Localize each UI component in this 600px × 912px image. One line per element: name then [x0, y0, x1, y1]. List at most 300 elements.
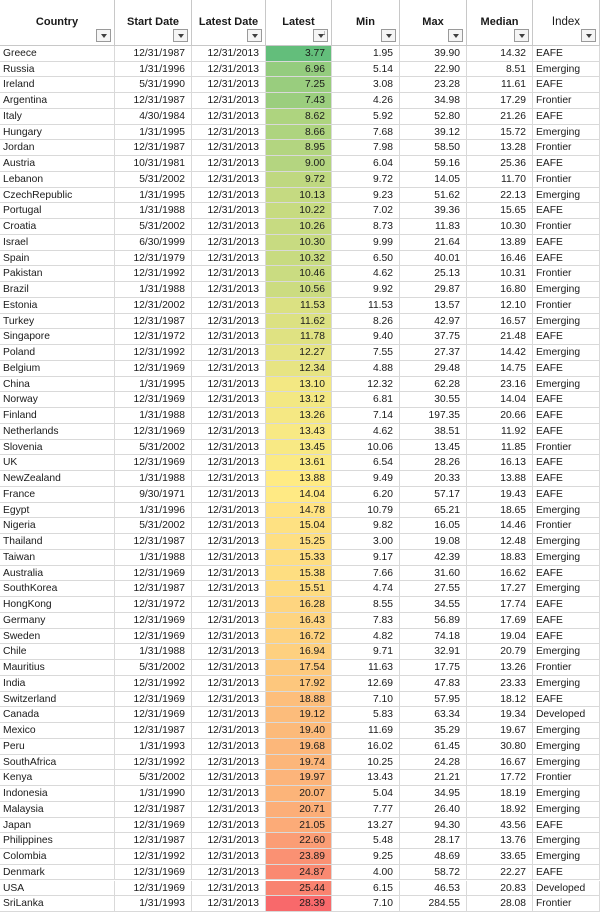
cell-latest[interactable]: 15.51 [266, 581, 332, 597]
cell-country[interactable]: Germany [0, 613, 115, 629]
cell-country[interactable]: Pakistan [0, 266, 115, 282]
cell-country[interactable]: Kenya [0, 770, 115, 786]
cell-max[interactable]: 30.55 [400, 392, 467, 408]
cell-country[interactable]: France [0, 487, 115, 503]
cell-index[interactable]: Frontier [533, 896, 600, 912]
cell-start[interactable]: 1/31/1993 [115, 896, 192, 912]
cell-latest[interactable]: 12.34 [266, 361, 332, 377]
cell-latest[interactable]: 11.53 [266, 298, 332, 314]
cell-median[interactable]: 11.70 [467, 172, 533, 188]
cell-median[interactable]: 21.48 [467, 329, 533, 345]
cell-index[interactable]: Frontier [533, 172, 600, 188]
cell-start[interactable]: 5/31/2002 [115, 518, 192, 534]
cell-max[interactable]: 19.08 [400, 534, 467, 550]
cell-min[interactable]: 7.55 [332, 345, 400, 361]
cell-min[interactable]: 11.63 [332, 660, 400, 676]
cell-start[interactable]: 12/31/1987 [115, 46, 192, 62]
filter-dropdown-index[interactable] [581, 29, 596, 42]
cell-start[interactable]: 1/31/1988 [115, 550, 192, 566]
cell-median[interactable]: 19.04 [467, 629, 533, 645]
cell-max[interactable]: 22.90 [400, 62, 467, 78]
cell-start[interactable]: 12/31/1969 [115, 566, 192, 582]
cell-max[interactable]: 34.95 [400, 786, 467, 802]
cell-start[interactable]: 1/31/1990 [115, 786, 192, 802]
cell-max[interactable]: 56.89 [400, 613, 467, 629]
cell-latest[interactable]: 13.10 [266, 377, 332, 393]
cell-country[interactable]: USA [0, 881, 115, 897]
cell-start[interactable]: 12/31/1969 [115, 629, 192, 645]
cell-latest_date[interactable]: 12/31/2013 [192, 707, 266, 723]
cell-max[interactable]: 27.37 [400, 345, 467, 361]
cell-latest[interactable]: 6.96 [266, 62, 332, 78]
cell-start[interactable]: 12/31/1969 [115, 707, 192, 723]
cell-min[interactable]: 6.81 [332, 392, 400, 408]
cell-max[interactable]: 47.83 [400, 676, 467, 692]
cell-latest_date[interactable]: 12/31/2013 [192, 235, 266, 251]
cell-index[interactable]: Emerging [533, 534, 600, 550]
cell-median[interactable]: 13.28 [467, 140, 533, 156]
cell-country[interactable]: Israel [0, 235, 115, 251]
cell-latest_date[interactable]: 12/31/2013 [192, 692, 266, 708]
cell-median[interactable]: 16.80 [467, 282, 533, 298]
cell-min[interactable]: 4.00 [332, 865, 400, 881]
cell-latest_date[interactable]: 12/31/2013 [192, 739, 266, 755]
cell-max[interactable]: 58.72 [400, 865, 467, 881]
cell-country[interactable]: Finland [0, 408, 115, 424]
cell-max[interactable]: 63.34 [400, 707, 467, 723]
cell-max[interactable]: 21.64 [400, 235, 467, 251]
cell-max[interactable]: 40.01 [400, 251, 467, 267]
cell-latest_date[interactable]: 12/31/2013 [192, 723, 266, 739]
cell-index[interactable]: Emerging [533, 581, 600, 597]
cell-min[interactable]: 7.14 [332, 408, 400, 424]
cell-latest_date[interactable]: 12/31/2013 [192, 440, 266, 456]
cell-start[interactable]: 12/31/2002 [115, 298, 192, 314]
cell-median[interactable]: 16.67 [467, 755, 533, 771]
cell-median[interactable]: 14.32 [467, 46, 533, 62]
cell-min[interactable]: 7.02 [332, 203, 400, 219]
cell-median[interactable]: 13.76 [467, 833, 533, 849]
cell-min[interactable]: 4.82 [332, 629, 400, 645]
cell-index[interactable]: EAFE [533, 865, 600, 881]
cell-country[interactable]: Jordan [0, 140, 115, 156]
cell-median[interactable]: 12.48 [467, 534, 533, 550]
cell-start[interactable]: 12/31/1987 [115, 833, 192, 849]
cell-median[interactable]: 13.88 [467, 471, 533, 487]
cell-latest_date[interactable]: 12/31/2013 [192, 802, 266, 818]
cell-start[interactable]: 12/31/1969 [115, 392, 192, 408]
cell-start[interactable]: 5/31/2002 [115, 172, 192, 188]
cell-latest_date[interactable]: 12/31/2013 [192, 786, 266, 802]
cell-median[interactable]: 17.74 [467, 597, 533, 613]
cell-latest[interactable]: 17.92 [266, 676, 332, 692]
cell-start[interactable]: 1/31/1993 [115, 739, 192, 755]
cell-country[interactable]: SouthAfrica [0, 755, 115, 771]
cell-start[interactable]: 12/31/1969 [115, 455, 192, 471]
cell-min[interactable]: 7.77 [332, 802, 400, 818]
cell-latest[interactable]: 11.62 [266, 314, 332, 330]
cell-start[interactable]: 12/31/1992 [115, 755, 192, 771]
cell-min[interactable]: 5.83 [332, 707, 400, 723]
filter-dropdown-latest[interactable] [313, 29, 328, 42]
cell-median[interactable]: 12.10 [467, 298, 533, 314]
cell-min[interactable]: 9.49 [332, 471, 400, 487]
filter-dropdown-country[interactable] [96, 29, 111, 42]
cell-index[interactable]: Developed [533, 881, 600, 897]
cell-median[interactable]: 25.36 [467, 156, 533, 172]
cell-latest[interactable]: 19.12 [266, 707, 332, 723]
cell-country[interactable]: Peru [0, 739, 115, 755]
cell-latest[interactable]: 13.12 [266, 392, 332, 408]
cell-latest_date[interactable]: 12/31/2013 [192, 471, 266, 487]
cell-latest_date[interactable]: 12/31/2013 [192, 282, 266, 298]
filter-dropdown-latest_date[interactable] [247, 29, 262, 42]
cell-latest_date[interactable]: 12/31/2013 [192, 896, 266, 912]
cell-index[interactable]: Emerging [533, 282, 600, 298]
cell-latest[interactable]: 15.04 [266, 518, 332, 534]
cell-start[interactable]: 1/31/1995 [115, 377, 192, 393]
cell-index[interactable]: EAFE [533, 408, 600, 424]
cell-min[interactable]: 10.25 [332, 755, 400, 771]
cell-index[interactable]: EAFE [533, 597, 600, 613]
cell-max[interactable]: 11.83 [400, 219, 467, 235]
cell-latest_date[interactable]: 12/31/2013 [192, 833, 266, 849]
cell-latest[interactable]: 14.04 [266, 487, 332, 503]
cell-min[interactable]: 4.74 [332, 581, 400, 597]
cell-latest_date[interactable]: 12/31/2013 [192, 566, 266, 582]
cell-start[interactable]: 12/31/1969 [115, 881, 192, 897]
cell-country[interactable]: India [0, 676, 115, 692]
cell-max[interactable]: 27.55 [400, 581, 467, 597]
cell-latest_date[interactable]: 12/31/2013 [192, 424, 266, 440]
cell-country[interactable]: NewZealand [0, 471, 115, 487]
cell-start[interactable]: 1/31/1995 [115, 125, 192, 141]
cell-min[interactable]: 9.40 [332, 329, 400, 345]
cell-country[interactable]: Egypt [0, 503, 115, 519]
cell-country[interactable]: SriLanka [0, 896, 115, 912]
cell-min[interactable]: 7.83 [332, 613, 400, 629]
cell-country[interactable]: Brazil [0, 282, 115, 298]
cell-max[interactable]: 62.28 [400, 377, 467, 393]
cell-start[interactable]: 1/31/1995 [115, 188, 192, 204]
cell-max[interactable]: 74.18 [400, 629, 467, 645]
cell-latest_date[interactable]: 12/31/2013 [192, 109, 266, 125]
cell-max[interactable]: 28.26 [400, 455, 467, 471]
cell-latest_date[interactable]: 12/31/2013 [192, 503, 266, 519]
cell-median[interactable]: 10.30 [467, 219, 533, 235]
cell-latest[interactable]: 13.26 [266, 408, 332, 424]
cell-country[interactable]: Italy [0, 109, 115, 125]
cell-latest_date[interactable]: 12/31/2013 [192, 219, 266, 235]
cell-median[interactable]: 15.72 [467, 125, 533, 141]
cell-latest_date[interactable]: 12/31/2013 [192, 534, 266, 550]
cell-latest[interactable]: 14.78 [266, 503, 332, 519]
cell-latest[interactable]: 16.72 [266, 629, 332, 645]
cell-latest_date[interactable]: 12/31/2013 [192, 172, 266, 188]
cell-median[interactable]: 20.79 [467, 644, 533, 660]
cell-latest_date[interactable]: 12/31/2013 [192, 408, 266, 424]
cell-max[interactable]: 37.75 [400, 329, 467, 345]
cell-max[interactable]: 26.40 [400, 802, 467, 818]
cell-latest_date[interactable]: 12/31/2013 [192, 550, 266, 566]
cell-latest[interactable]: 16.94 [266, 644, 332, 660]
cell-start[interactable]: 5/31/2002 [115, 219, 192, 235]
cell-start[interactable]: 12/31/1969 [115, 865, 192, 881]
cell-index[interactable]: Emerging [533, 786, 600, 802]
cell-min[interactable]: 3.00 [332, 534, 400, 550]
cell-latest[interactable]: 8.95 [266, 140, 332, 156]
cell-index[interactable]: Emerging [533, 550, 600, 566]
cell-index[interactable]: EAFE [533, 629, 600, 645]
cell-min[interactable]: 6.50 [332, 251, 400, 267]
cell-median[interactable]: 22.13 [467, 188, 533, 204]
cell-country[interactable]: CzechRepublic [0, 188, 115, 204]
cell-median[interactable]: 19.34 [467, 707, 533, 723]
cell-country[interactable]: Australia [0, 566, 115, 582]
cell-start[interactable]: 5/31/2002 [115, 770, 192, 786]
cell-index[interactable]: Developed [533, 707, 600, 723]
cell-median[interactable]: 11.61 [467, 77, 533, 93]
cell-latest_date[interactable]: 12/31/2013 [192, 676, 266, 692]
cell-country[interactable]: Philippines [0, 833, 115, 849]
cell-start[interactable]: 12/31/1992 [115, 266, 192, 282]
cell-min[interactable]: 7.66 [332, 566, 400, 582]
cell-latest_date[interactable]: 12/31/2013 [192, 660, 266, 676]
cell-min[interactable]: 9.82 [332, 518, 400, 534]
cell-median[interactable]: 16.62 [467, 566, 533, 582]
cell-start[interactable]: 6/30/1999 [115, 235, 192, 251]
cell-latest[interactable]: 19.40 [266, 723, 332, 739]
cell-max[interactable]: 58.50 [400, 140, 467, 156]
cell-country[interactable]: Lebanon [0, 172, 115, 188]
cell-index[interactable]: EAFE [533, 392, 600, 408]
cell-latest_date[interactable]: 12/31/2013 [192, 392, 266, 408]
cell-min[interactable]: 6.54 [332, 455, 400, 471]
cell-latest_date[interactable]: 12/31/2013 [192, 770, 266, 786]
cell-min[interactable]: 9.25 [332, 849, 400, 865]
cell-max[interactable]: 29.48 [400, 361, 467, 377]
cell-start[interactable]: 12/31/1987 [115, 534, 192, 550]
cell-min[interactable]: 4.62 [332, 266, 400, 282]
cell-start[interactable]: 9/30/1971 [115, 487, 192, 503]
cell-median[interactable]: 23.16 [467, 377, 533, 393]
cell-latest_date[interactable]: 12/31/2013 [192, 755, 266, 771]
cell-index[interactable]: EAFE [533, 329, 600, 345]
cell-median[interactable]: 14.04 [467, 392, 533, 408]
cell-index[interactable]: Frontier [533, 440, 600, 456]
cell-min[interactable]: 5.48 [332, 833, 400, 849]
cell-latest[interactable]: 18.88 [266, 692, 332, 708]
cell-start[interactable]: 12/31/1969 [115, 361, 192, 377]
cell-index[interactable]: EAFE [533, 235, 600, 251]
cell-median[interactable]: 10.31 [467, 266, 533, 282]
cell-min[interactable]: 9.72 [332, 172, 400, 188]
cell-country[interactable]: Argentina [0, 93, 115, 109]
cell-max[interactable]: 39.12 [400, 125, 467, 141]
cell-index[interactable]: EAFE [533, 455, 600, 471]
cell-index[interactable]: Frontier [533, 140, 600, 156]
cell-country[interactable]: Japan [0, 818, 115, 834]
cell-latest_date[interactable]: 12/31/2013 [192, 818, 266, 834]
cell-country[interactable]: Estonia [0, 298, 115, 314]
cell-index[interactable]: Frontier [533, 93, 600, 109]
cell-max[interactable]: 13.57 [400, 298, 467, 314]
cell-latest_date[interactable]: 12/31/2013 [192, 93, 266, 109]
cell-latest_date[interactable]: 12/31/2013 [192, 865, 266, 881]
cell-start[interactable]: 5/31/1990 [115, 77, 192, 93]
cell-latest[interactable]: 20.71 [266, 802, 332, 818]
cell-median[interactable]: 20.83 [467, 881, 533, 897]
cell-min[interactable]: 1.95 [332, 46, 400, 62]
cell-min[interactable]: 9.23 [332, 188, 400, 204]
cell-min[interactable]: 6.20 [332, 487, 400, 503]
cell-median[interactable]: 14.46 [467, 518, 533, 534]
cell-max[interactable]: 24.28 [400, 755, 467, 771]
cell-max[interactable]: 48.69 [400, 849, 467, 865]
cell-index[interactable]: EAFE [533, 566, 600, 582]
cell-min[interactable]: 5.14 [332, 62, 400, 78]
cell-country[interactable]: Indonesia [0, 786, 115, 802]
cell-latest[interactable]: 23.89 [266, 849, 332, 865]
cell-start[interactable]: 5/31/2002 [115, 440, 192, 456]
cell-min[interactable]: 12.32 [332, 377, 400, 393]
cell-country[interactable]: Mauritius [0, 660, 115, 676]
cell-latest[interactable]: 3.77 [266, 46, 332, 62]
cell-latest_date[interactable]: 12/31/2013 [192, 251, 266, 267]
cell-index[interactable]: EAFE [533, 251, 600, 267]
cell-index[interactable]: Frontier [533, 518, 600, 534]
cell-latest_date[interactable]: 12/31/2013 [192, 203, 266, 219]
cell-max[interactable]: 46.53 [400, 881, 467, 897]
cell-median[interactable]: 23.33 [467, 676, 533, 692]
cell-latest[interactable]: 8.62 [266, 109, 332, 125]
cell-index[interactable]: EAFE [533, 613, 600, 629]
cell-country[interactable]: Mexico [0, 723, 115, 739]
cell-latest[interactable]: 15.33 [266, 550, 332, 566]
cell-country[interactable]: SouthKorea [0, 581, 115, 597]
cell-index[interactable]: Emerging [533, 739, 600, 755]
cell-start[interactable]: 12/31/1987 [115, 581, 192, 597]
cell-country[interactable]: Thailand [0, 534, 115, 550]
cell-country[interactable]: Switzerland [0, 692, 115, 708]
cell-latest_date[interactable]: 12/31/2013 [192, 62, 266, 78]
cell-median[interactable]: 11.92 [467, 424, 533, 440]
cell-latest_date[interactable]: 12/31/2013 [192, 345, 266, 361]
cell-latest[interactable]: 16.28 [266, 597, 332, 613]
cell-country[interactable]: HongKong [0, 597, 115, 613]
cell-start[interactable]: 1/31/1988 [115, 203, 192, 219]
cell-country[interactable]: Poland [0, 345, 115, 361]
cell-country[interactable]: Chile [0, 644, 115, 660]
cell-latest_date[interactable]: 12/31/2013 [192, 125, 266, 141]
cell-index[interactable]: Frontier [533, 266, 600, 282]
cell-index[interactable]: Emerging [533, 833, 600, 849]
cell-start[interactable]: 12/31/1987 [115, 723, 192, 739]
cell-country[interactable]: Portugal [0, 203, 115, 219]
cell-latest[interactable]: 25.44 [266, 881, 332, 897]
cell-latest_date[interactable]: 12/31/2013 [192, 156, 266, 172]
cell-max[interactable]: 17.75 [400, 660, 467, 676]
cell-max[interactable]: 28.17 [400, 833, 467, 849]
cell-median[interactable]: 16.57 [467, 314, 533, 330]
cell-min[interactable]: 10.79 [332, 503, 400, 519]
cell-country[interactable]: Turkey [0, 314, 115, 330]
cell-min[interactable]: 8.26 [332, 314, 400, 330]
cell-median[interactable]: 19.43 [467, 487, 533, 503]
cell-latest[interactable]: 10.32 [266, 251, 332, 267]
cell-min[interactable]: 5.04 [332, 786, 400, 802]
cell-start[interactable]: 1/31/1988 [115, 644, 192, 660]
cell-index[interactable]: Frontier [533, 219, 600, 235]
cell-max[interactable]: 42.39 [400, 550, 467, 566]
cell-latest_date[interactable]: 12/31/2013 [192, 314, 266, 330]
cell-max[interactable]: 25.13 [400, 266, 467, 282]
cell-index[interactable]: EAFE [533, 424, 600, 440]
cell-index[interactable]: EAFE [533, 203, 600, 219]
cell-latest[interactable]: 16.43 [266, 613, 332, 629]
cell-max[interactable]: 39.90 [400, 46, 467, 62]
cell-start[interactable]: 1/31/1988 [115, 408, 192, 424]
cell-latest[interactable]: 10.22 [266, 203, 332, 219]
cell-median[interactable]: 13.26 [467, 660, 533, 676]
cell-min[interactable]: 7.68 [332, 125, 400, 141]
cell-start[interactable]: 12/31/1972 [115, 597, 192, 613]
cell-max[interactable]: 39.36 [400, 203, 467, 219]
cell-index[interactable]: Emerging [533, 125, 600, 141]
cell-latest[interactable]: 7.25 [266, 77, 332, 93]
cell-max[interactable]: 35.29 [400, 723, 467, 739]
cell-country[interactable]: Austria [0, 156, 115, 172]
cell-latest[interactable]: 11.78 [266, 329, 332, 345]
cell-country[interactable]: Spain [0, 251, 115, 267]
cell-index[interactable]: EAFE [533, 818, 600, 834]
cell-index[interactable]: Emerging [533, 755, 600, 771]
cell-min[interactable]: 11.53 [332, 298, 400, 314]
cell-latest[interactable]: 13.43 [266, 424, 332, 440]
cell-country[interactable]: Sweden [0, 629, 115, 645]
cell-latest[interactable]: 8.66 [266, 125, 332, 141]
cell-min[interactable]: 4.88 [332, 361, 400, 377]
cell-latest[interactable]: 9.72 [266, 172, 332, 188]
cell-start[interactable]: 12/31/1969 [115, 818, 192, 834]
cell-country[interactable]: Slovenia [0, 440, 115, 456]
cell-max[interactable]: 284.55 [400, 896, 467, 912]
cell-latest_date[interactable]: 12/31/2013 [192, 329, 266, 345]
cell-index[interactable]: EAFE [533, 77, 600, 93]
cell-latest[interactable]: 24.87 [266, 865, 332, 881]
cell-min[interactable]: 12.69 [332, 676, 400, 692]
cell-start[interactable]: 12/31/1992 [115, 676, 192, 692]
cell-index[interactable]: Frontier [533, 770, 600, 786]
cell-start[interactable]: 5/31/2002 [115, 660, 192, 676]
cell-max[interactable]: 57.95 [400, 692, 467, 708]
cell-country[interactable]: Croatia [0, 219, 115, 235]
cell-min[interactable]: 6.15 [332, 881, 400, 897]
cell-country[interactable]: UK [0, 455, 115, 471]
cell-country[interactable]: Belgium [0, 361, 115, 377]
cell-index[interactable]: Emerging [533, 503, 600, 519]
cell-index[interactable]: Emerging [533, 314, 600, 330]
cell-min[interactable]: 5.92 [332, 109, 400, 125]
cell-min[interactable]: 4.26 [332, 93, 400, 109]
cell-min[interactable]: 10.06 [332, 440, 400, 456]
cell-country[interactable]: Denmark [0, 865, 115, 881]
cell-latest[interactable]: 15.38 [266, 566, 332, 582]
cell-latest[interactable]: 12.27 [266, 345, 332, 361]
cell-latest_date[interactable]: 12/31/2013 [192, 629, 266, 645]
cell-min[interactable]: 13.43 [332, 770, 400, 786]
cell-index[interactable]: Emerging [533, 377, 600, 393]
